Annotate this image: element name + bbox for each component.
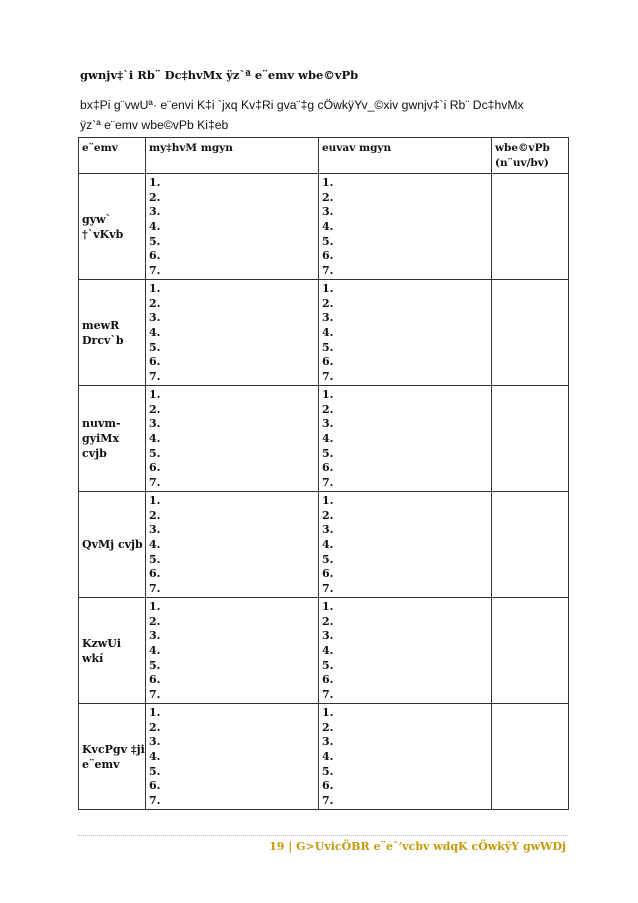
- opportunities-list: [146, 598, 318, 703]
- list-item: 6.: [149, 567, 161, 581]
- list-item: 5.: [322, 764, 334, 778]
- list-item: 3.: [149, 735, 161, 749]
- list-item: 2.: [149, 508, 161, 522]
- list-item: 3.: [149, 629, 161, 643]
- list-item: 3.: [149, 311, 161, 325]
- list-item: 1.: [149, 494, 161, 507]
- opportunities-list: [146, 492, 318, 597]
- list-item: 3.: [149, 523, 161, 537]
- list-item: 1.: [149, 176, 161, 189]
- selection-cell[interactable]: [492, 598, 569, 704]
- list-item: 2.: [149, 402, 161, 416]
- list-item: 4.: [149, 538, 161, 552]
- list-item: 3.: [322, 629, 334, 643]
- list-item: 1.: [322, 388, 334, 401]
- list-item: 7.: [322, 370, 334, 384]
- list-item: 6.: [322, 567, 334, 581]
- list-item: 4.: [322, 538, 334, 552]
- constraints-cell: [319, 598, 492, 704]
- header-opportunities: my‡hvM mgyn: [146, 138, 319, 174]
- list-item: 4.: [322, 750, 334, 764]
- list-item: 2.: [322, 296, 334, 310]
- list-item: 1.: [322, 494, 334, 507]
- opportunities-cell: [146, 492, 319, 598]
- constraints-cell: [319, 174, 492, 280]
- selection-cell[interactable]: [492, 174, 569, 280]
- list-item: 7.: [149, 582, 161, 596]
- constraints-list: [319, 598, 491, 703]
- list-item: 7.: [322, 476, 334, 490]
- page-title: gwnjv‡`i Rb¨ Dc‡hvMx ÿz`ª e¨emv wbe©vPb: [80, 68, 359, 82]
- list-item: 1.: [149, 282, 161, 295]
- list-item: 3.: [149, 205, 161, 219]
- opportunities-cell: [146, 174, 319, 280]
- list-item: 7.: [322, 264, 334, 278]
- list-item: 1.: [322, 282, 334, 295]
- list-item: 4.: [322, 220, 334, 234]
- list-item: 4.: [149, 220, 161, 234]
- footer-divider: [78, 835, 568, 836]
- list-item: 4.: [149, 750, 161, 764]
- list-item: 5.: [322, 658, 334, 672]
- list-item: 2.: [322, 190, 334, 204]
- constraints-cell: [319, 386, 492, 492]
- selection-cell[interactable]: [492, 386, 569, 492]
- instruction-line: ÿz`ª e¨emv wbe©vPb Ki‡eb: [80, 118, 229, 132]
- list-item: 7.: [149, 264, 161, 278]
- list-item: 6.: [322, 461, 334, 475]
- constraints-list: [319, 386, 491, 491]
- constraints-cell: [319, 704, 492, 810]
- list-item: 6.: [322, 779, 334, 793]
- opportunities-list: [146, 280, 318, 385]
- list-item: 3.: [322, 205, 334, 219]
- business-category: KvcPgv ‡ji e¨emv: [79, 704, 146, 810]
- list-item: 3.: [322, 417, 334, 431]
- list-item: 5.: [149, 340, 161, 354]
- selection-cell[interactable]: [492, 704, 569, 810]
- list-item: 7.: [149, 794, 161, 808]
- list-item: 2.: [322, 720, 334, 734]
- list-item: 2.: [322, 402, 334, 416]
- list-item: 4.: [149, 644, 161, 658]
- list-item: 6.: [149, 355, 161, 369]
- constraints-cell: [319, 280, 492, 386]
- list-item: 5.: [322, 552, 334, 566]
- list-item: 6.: [322, 673, 334, 687]
- list-item: 7.: [322, 582, 334, 596]
- list-item: 5.: [322, 446, 334, 460]
- list-item: 2.: [149, 190, 161, 204]
- list-item: 2.: [322, 614, 334, 628]
- list-item: 6.: [149, 461, 161, 475]
- constraints-list: [319, 280, 491, 385]
- opportunities-list: [146, 386, 318, 491]
- business-category: gyw` †`vKvb: [79, 174, 146, 280]
- list-item: 4.: [322, 326, 334, 340]
- table-header-row: [79, 138, 569, 174]
- opportunities-list: [146, 704, 318, 809]
- business-category: mewR Drcv`b: [79, 280, 146, 386]
- list-item: 5.: [149, 552, 161, 566]
- list-item: 3.: [322, 311, 334, 325]
- list-item: 4.: [149, 432, 161, 446]
- list-item: 5.: [322, 234, 334, 248]
- header-selection: wbe©vPb (n¨uv/bv): [492, 138, 569, 174]
- list-item: 4.: [322, 644, 334, 658]
- header-constraints: euvav mgyn: [319, 138, 492, 174]
- constraints-list: [319, 704, 491, 809]
- list-item: 6.: [149, 673, 161, 687]
- list-item: 5.: [149, 658, 161, 672]
- opportunities-cell: [146, 704, 319, 810]
- table-row: [79, 492, 569, 598]
- constraints-cell: [319, 492, 492, 598]
- list-item: 1.: [322, 176, 334, 189]
- page-footer: 19 | G>UvicÖBR e¨e¯’vcbv wdqK cÖwkÿY gwWDj: [269, 840, 566, 853]
- list-item: 5.: [149, 234, 161, 248]
- instruction-line: bx‡Pi g¨vwUª· e¨envi K‡i `jxq Kv‡Ri gva¨‡g cÖwkÿYv_©xiv gwnjv‡`i Rb¨ Dc‡hvMx: [80, 98, 524, 112]
- selection-cell[interactable]: [492, 492, 569, 598]
- list-item: 2.: [322, 508, 334, 522]
- list-item: 5.: [149, 446, 161, 460]
- list-item: 7.: [322, 794, 334, 808]
- opportunities-cell: [146, 598, 319, 704]
- header-business: e¨emv: [79, 138, 146, 174]
- business-category: KzwUi wkí: [79, 598, 146, 704]
- table-body: [79, 174, 569, 810]
- business-category: QvMj cvjb: [79, 492, 146, 598]
- list-item: 3.: [322, 523, 334, 537]
- list-item: 7.: [149, 688, 161, 702]
- list-item: 3.: [149, 417, 161, 431]
- list-item: 4.: [149, 326, 161, 340]
- table-row: [79, 174, 569, 280]
- opportunities-cell: [146, 386, 319, 492]
- list-item: 1.: [149, 388, 161, 401]
- list-item: 5.: [322, 340, 334, 354]
- business-category: nuvm-gyiMx cvjb: [79, 386, 146, 492]
- list-item: 6.: [149, 779, 161, 793]
- table-row: [79, 598, 569, 704]
- list-item: 1.: [322, 706, 334, 719]
- table-row: [79, 280, 569, 386]
- list-item: 7.: [149, 476, 161, 490]
- list-item: 3.: [322, 735, 334, 749]
- business-selection-table: [78, 137, 569, 810]
- list-item: 1.: [322, 600, 334, 613]
- list-item: 1.: [149, 706, 161, 719]
- list-item: 2.: [149, 296, 161, 310]
- instruction-text: [80, 95, 570, 135]
- list-item: 6.: [322, 355, 334, 369]
- list-item: 7.: [322, 688, 334, 702]
- list-item: 6.: [149, 249, 161, 263]
- table-row: [79, 704, 569, 810]
- list-item: 2.: [149, 720, 161, 734]
- constraints-list: [319, 174, 491, 279]
- list-item: 7.: [149, 370, 161, 384]
- list-item: 2.: [149, 614, 161, 628]
- list-item: 4.: [322, 432, 334, 446]
- selection-cell[interactable]: [492, 280, 569, 386]
- list-item: 1.: [149, 600, 161, 613]
- constraints-list: [319, 492, 491, 597]
- table-row: [79, 386, 569, 492]
- opportunities-list: [146, 174, 318, 279]
- list-item: 6.: [322, 249, 334, 263]
- opportunities-cell: [146, 280, 319, 386]
- list-item: 5.: [149, 764, 161, 778]
